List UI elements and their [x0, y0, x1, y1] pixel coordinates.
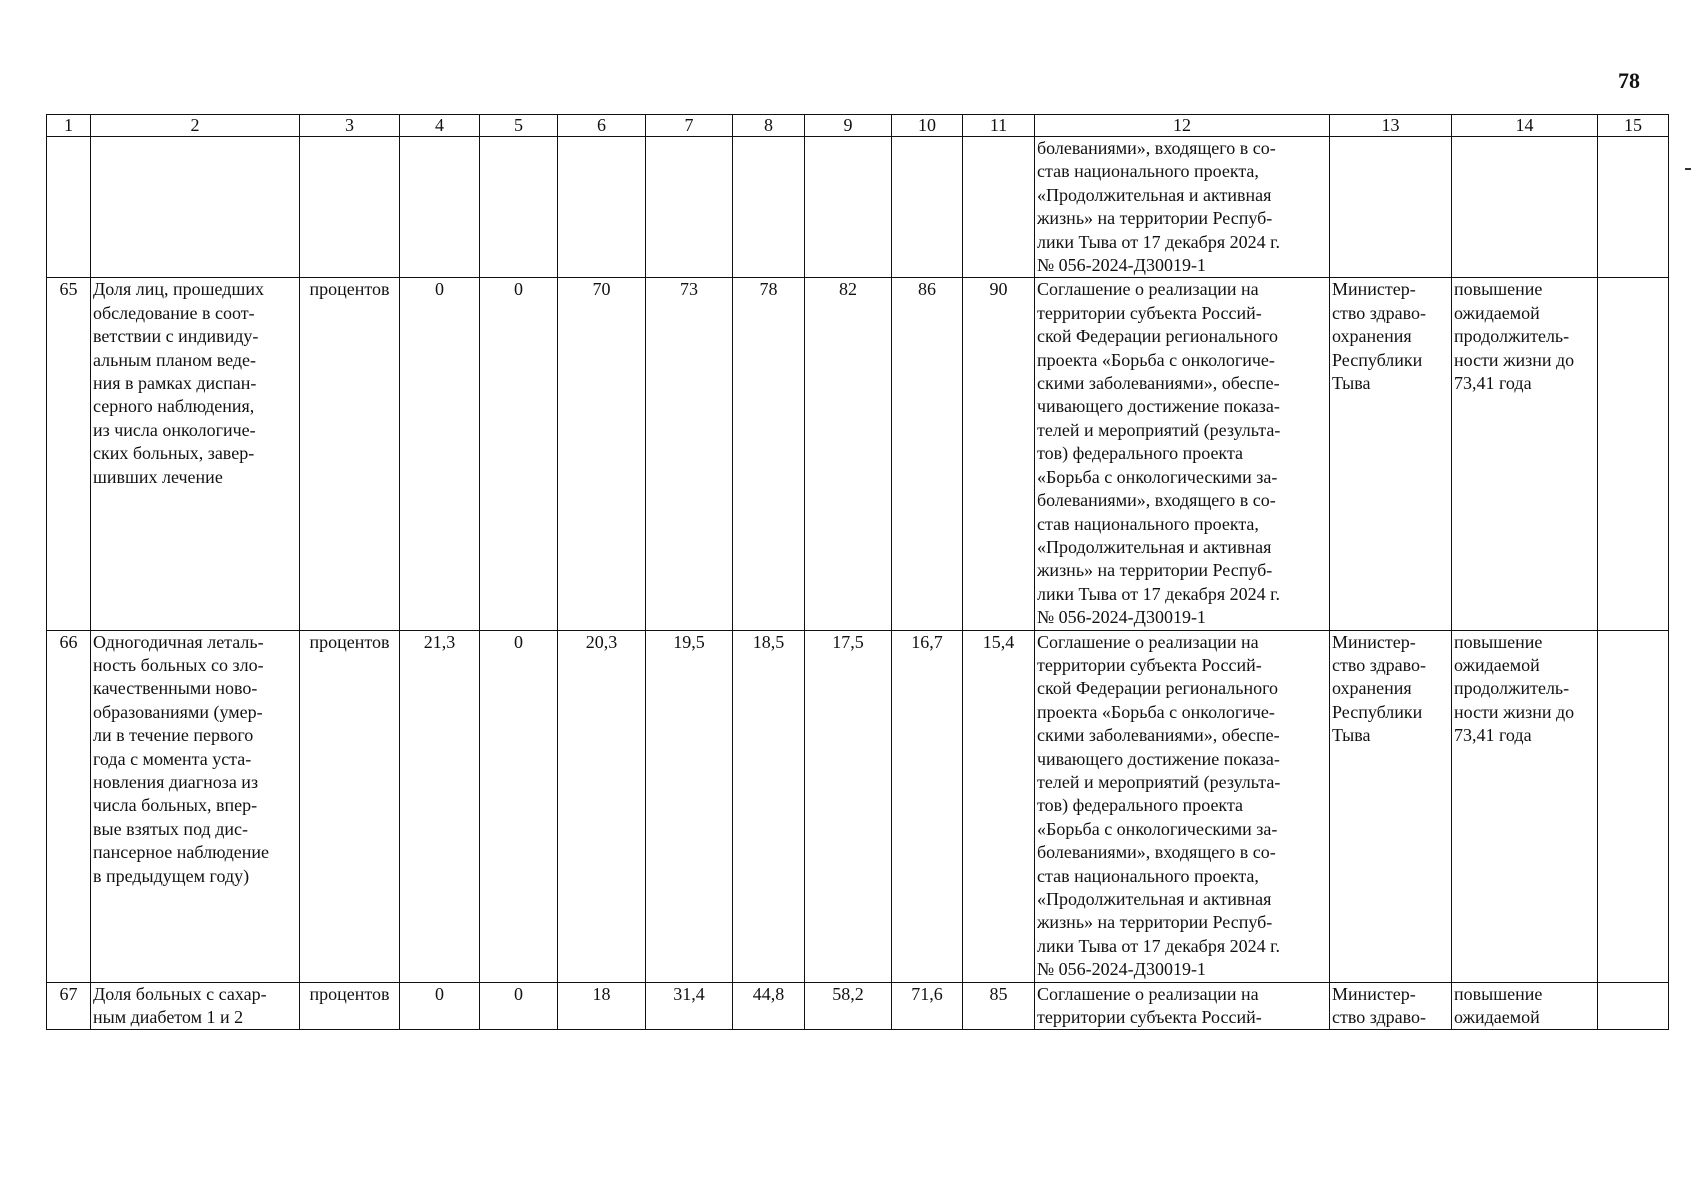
cell — [558, 137, 646, 278]
agreement-cell: Соглашение о реализации на территории субъекта Россий- ской Федерации регионального проекта «Борьба с онкологиче- скими заболеваниями», обеспе- чивающего достижение показа- телей и мероприятий (результа- тов) федерального проекта «Борьба с онкологическими за- болеваниями», входящего в со- став национального проекта, «Продолжительная и активная жизнь» на территории Респуб- лики Тыва от 17 декабря 2024 г. № 056-2024-Д30019-1 — [1035, 278, 1330, 630]
table-row — [47, 982, 1669, 1030]
unit-cell: процентов — [300, 982, 400, 1030]
col-header-14: 14 — [1452, 115, 1598, 137]
col-header-10: 10 — [892, 115, 963, 137]
row-number: 65 — [47, 278, 91, 630]
col-header-12: 12 — [1035, 115, 1330, 137]
cell — [733, 137, 805, 278]
value-col-6: 18 — [558, 982, 646, 1030]
responsible-cell: Министер- ство здраво- — [1330, 982, 1452, 1030]
value-col-8: 18,5 — [733, 630, 805, 982]
value-col-11: 90 — [963, 278, 1035, 630]
col-header-13: 13 — [1330, 115, 1452, 137]
value-col-5: 0 — [480, 278, 558, 630]
col-header-9: 9 — [805, 115, 892, 137]
goal-cell: повышение ожидаемой — [1452, 982, 1598, 1030]
cell — [480, 137, 558, 278]
col-header-4: 4 — [400, 115, 480, 137]
agreement-cell: Соглашение о реализации на территории субъекта Россий- — [1035, 982, 1330, 1030]
cell — [963, 137, 1035, 278]
goal-cell: повышение ожидаемой продолжитель- ности жизни до 73,41 года — [1452, 278, 1598, 630]
value-col-5: 0 — [480, 982, 558, 1030]
unit-cell: процентов — [300, 630, 400, 982]
row-number: 67 — [47, 982, 91, 1030]
indicator-name: Доля больных с сахар- ным диабетом 1 и 2 — [91, 982, 300, 1030]
col-header-8: 8 — [733, 115, 805, 137]
cell — [892, 137, 963, 278]
col-header-3: 3 — [300, 115, 400, 137]
value-col-9: 58,2 — [805, 982, 892, 1030]
col-header-7: 7 — [646, 115, 733, 137]
indicator-name: Доля лиц, прошедших обследование в соот- ветствии с индивиду- альным планом веде- ния в рамках диспан- серного наблюдения, из числа онкологиче- ских больных, завер- шивших лечение — [91, 278, 300, 630]
col-header-6: 6 — [558, 115, 646, 137]
col-header-15: 15 — [1598, 115, 1669, 137]
value-col-7: 31,4 — [646, 982, 733, 1030]
value-col-8: 78 — [733, 278, 805, 630]
cell — [1330, 137, 1452, 278]
responsible-cell: Министер- ство здраво- охранения Республики Тыва — [1330, 278, 1452, 630]
cell — [805, 137, 892, 278]
cell — [400, 137, 480, 278]
cell — [1452, 137, 1598, 278]
value-col-10: 16,7 — [892, 630, 963, 982]
col-header-11: 11 — [963, 115, 1035, 137]
col-header-5: 5 — [480, 115, 558, 137]
col-header-2: 2 — [91, 115, 300, 137]
cell — [1598, 137, 1669, 278]
value-col-4: 0 — [400, 982, 480, 1030]
value-col-10: 86 — [892, 278, 963, 630]
cell — [47, 137, 91, 278]
unit-cell: процентов — [300, 278, 400, 630]
cell — [1598, 982, 1669, 1030]
value-col-8: 44,8 — [733, 982, 805, 1030]
responsible-cell: Министер- ство здраво- охранения Республики Тыва — [1330, 630, 1452, 982]
table-row — [47, 630, 1669, 982]
table-row-continuation — [47, 137, 1669, 278]
value-col-6: 70 — [558, 278, 646, 630]
page-number: 78 — [1618, 68, 1640, 93]
value-col-11: 15,4 — [963, 630, 1035, 982]
row-number: 66 — [47, 630, 91, 982]
value-col-10: 71,6 — [892, 982, 963, 1030]
cell — [1598, 630, 1669, 982]
cell — [91, 137, 300, 278]
value-col-9: 17,5 — [805, 630, 892, 982]
margin-mark — [1685, 168, 1691, 170]
cell — [1598, 278, 1669, 630]
col-header-1: 1 — [47, 115, 91, 137]
value-col-6: 20,3 — [558, 630, 646, 982]
value-col-4: 0 — [400, 278, 480, 630]
value-col-9: 82 — [805, 278, 892, 630]
cell — [300, 137, 400, 278]
value-col-7: 73 — [646, 278, 733, 630]
agreement-cell: Соглашение о реализации на территории субъекта Россий- ской Федерации регионального проекта «Борьба с онкологиче- скими заболеваниями», обеспе- чивающего достижение показа- телей и мероприятий (результа- тов) федерального проекта «Борьба с онкологическими за- болеваниями», входящего в со- став национального проекта, «Продолжительная и активная жизнь» на территории Респуб- лики Тыва от 17 декабря 2024 г. № 056-2024-Д30019-1 — [1035, 630, 1330, 982]
cell — [646, 137, 733, 278]
value-col-7: 19,5 — [646, 630, 733, 982]
value-col-11: 85 — [963, 982, 1035, 1030]
value-col-5: 0 — [480, 630, 558, 982]
indicators-table — [46, 114, 1669, 1030]
table-row — [47, 278, 1669, 630]
value-col-4: 21,3 — [400, 630, 480, 982]
goal-cell: повышение ожидаемой продолжитель- ности жизни до 73,41 года — [1452, 630, 1598, 982]
column-number-row — [47, 115, 1669, 137]
indicator-name: Одногодичная леталь- ность больных со зло- качественными ново- образованиями (умер- ли в течение первого года с момента уста- новления диагноза из числа больных, впер- вые взятых под дис- пансерное наблюдение в предыдущем году) — [91, 630, 300, 982]
agreement-cell: болеваниями», входящего в со- став национального проекта, «Продолжительная и активная жизнь» на территории Респуб- лики Тыва от 17 декабря 2024 г. № 056-2024-Д30019-1 — [1035, 137, 1330, 278]
